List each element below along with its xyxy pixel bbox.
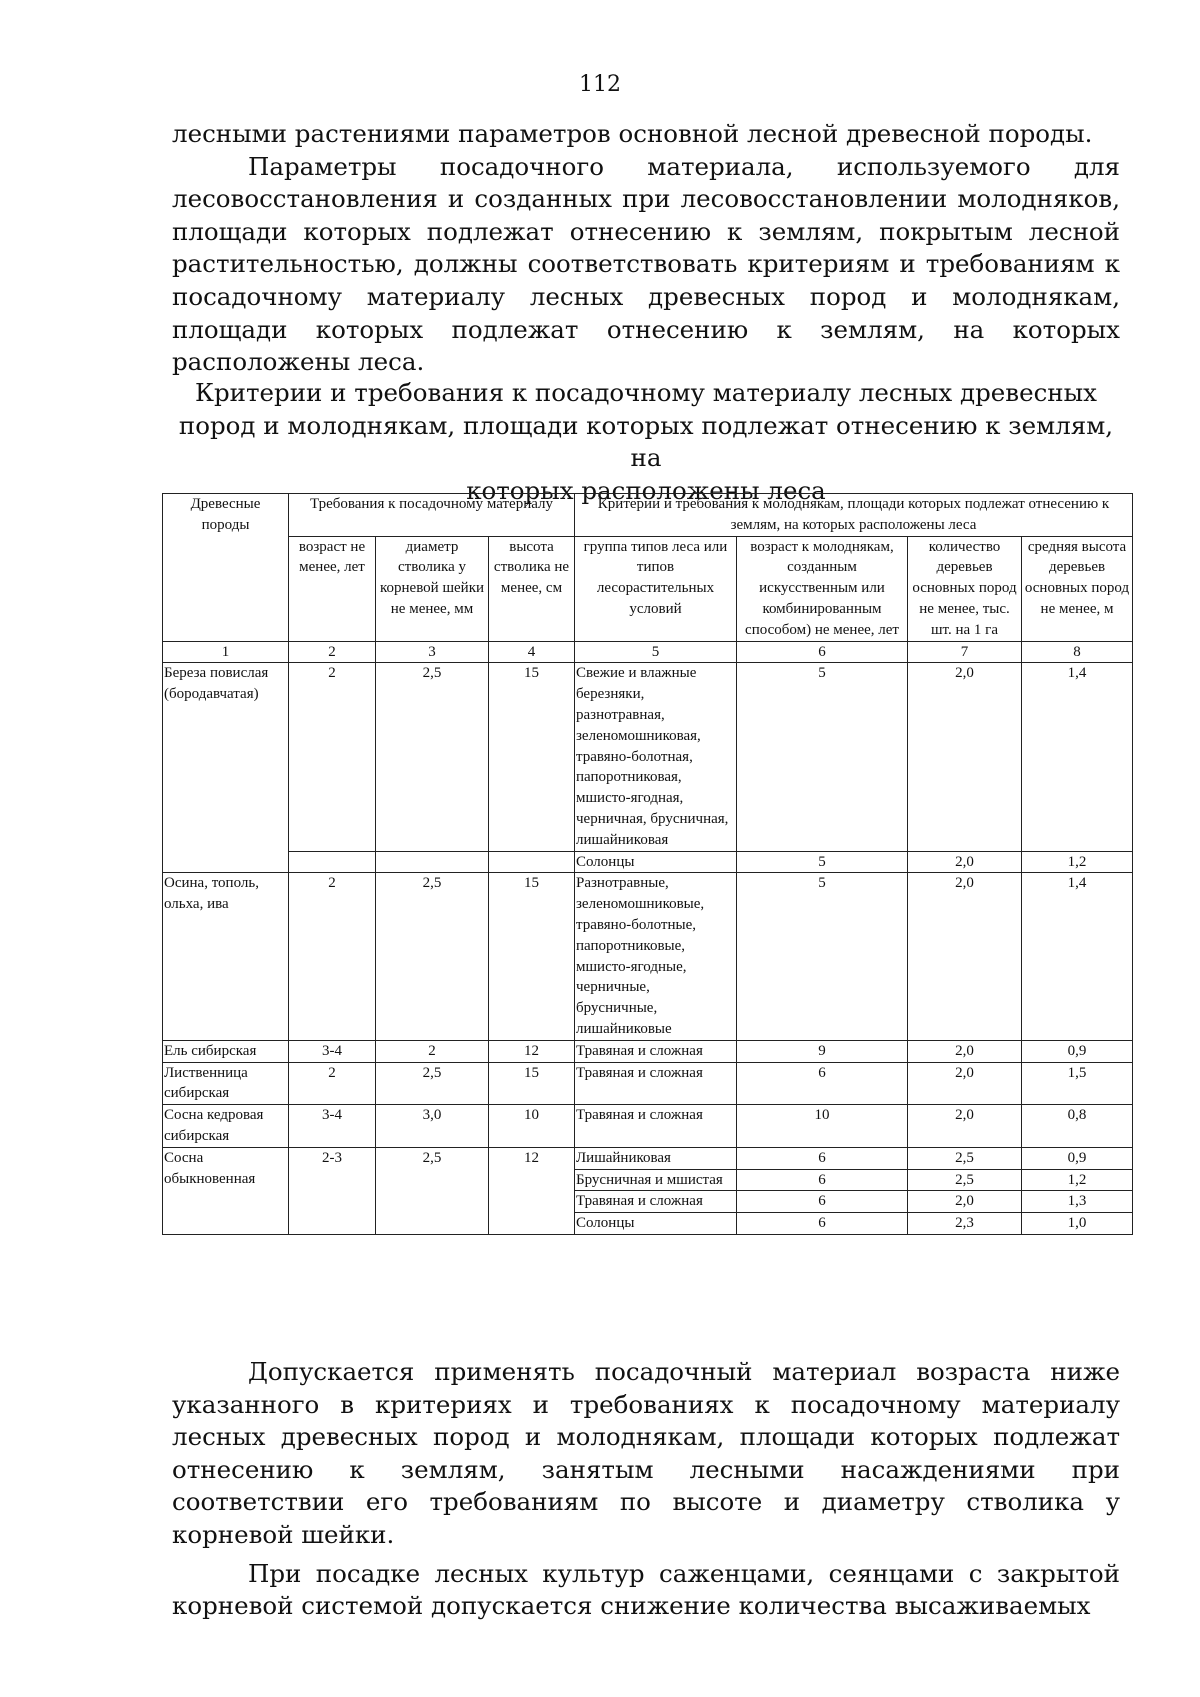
table-row	[163, 663, 1133, 851]
forest-type-cell: Травяная и сложная	[575, 1062, 737, 1105]
tree-count-cell: 2,0	[908, 1105, 1022, 1148]
table-title-line: которых расположены леса	[466, 475, 826, 505]
forest-type-cell: Травяная и сложная	[575, 1191, 737, 1213]
intro-text	[172, 118, 1120, 379]
forest-type-cell: Солонцы	[575, 1213, 737, 1235]
species-cell: Береза повислая (бородавчатая)	[163, 663, 289, 873]
diameter-cell: 2,5	[376, 663, 489, 851]
paragraph: Допускается применять посадочный материал возраста ниже указанного в критериях и требованиях к посадочному материалу лесных древесных пород и молоднякам, площади которых подлежат отнесению к землям, занятым лесными насаждениями при соответствии его требованиям по высоте и диаметру стволика у корневой шейки.	[172, 1357, 1120, 1549]
young-age-cell: 6	[737, 1062, 908, 1105]
column-number: 1	[163, 641, 289, 663]
paragraph: лесными растениями параметров основной лесной древесной породы.	[172, 119, 1093, 148]
young-age-cell: 5	[737, 663, 908, 851]
tree-count-cell: 2,0	[908, 873, 1022, 1040]
young-age-cell: 10	[737, 1105, 908, 1148]
height-cell: 12	[489, 1147, 575, 1234]
age-cell: 2	[289, 1062, 376, 1105]
avg-height-cell: 1,3	[1022, 1191, 1133, 1213]
avg-height-cell: 0,9	[1022, 1147, 1133, 1169]
diameter-cell: 2,5	[376, 1147, 489, 1234]
table-title-line: пород и молоднякам, площади которых подлежат отнесению к землям, на	[178, 410, 1114, 473]
column-number-row	[163, 641, 1133, 663]
age-cell	[289, 851, 376, 873]
table-row	[163, 1040, 1133, 1062]
column-number: 6	[737, 641, 908, 663]
column-number: 7	[908, 641, 1022, 663]
forest-type-cell: Травяная и сложная	[575, 1040, 737, 1062]
column-header: высота стволика не менее, см	[489, 536, 575, 641]
young-age-cell: 6	[737, 1191, 908, 1213]
tree-count-cell: 2,3	[908, 1213, 1022, 1235]
height-cell	[489, 851, 575, 873]
species-cell: Сосна обыкновенная	[163, 1147, 289, 1234]
criteria-table	[162, 493, 1133, 1235]
tree-count-cell: 2,0	[908, 1040, 1022, 1062]
forest-type-cell: Разнотравные, зеленомошниковые, травяно-болотные, папоротниковые, мшисто-ягодные, черничные, брусничные, лишайниковые	[575, 873, 737, 1040]
avg-height-cell: 0,8	[1022, 1105, 1133, 1148]
tree-count-cell: 2,0	[908, 663, 1022, 851]
height-cell: 10	[489, 1105, 575, 1148]
species-cell: Сосна кедровая сибирская	[163, 1105, 289, 1148]
forest-type-cell: Свежие и влажные березняки, разнотравная, зеленомошниковая, травяно-болотная, папоротниковая, мшисто-ягодная, черничная, брусничная, лишайниковая	[575, 663, 737, 851]
column-header: количество деревьев основных пород не менее, тыс. шт. на 1 га	[908, 536, 1022, 641]
forest-type-cell: Травяная и сложная	[575, 1105, 737, 1148]
young-age-cell: 5	[737, 851, 908, 873]
age-cell: 2-3	[289, 1147, 376, 1234]
avg-height-cell: 1,0	[1022, 1213, 1133, 1235]
avg-height-cell: 1,4	[1022, 663, 1133, 851]
young-age-cell: 6	[737, 1147, 908, 1169]
tree-count-cell: 2,0	[908, 851, 1022, 873]
diameter-cell: 3,0	[376, 1105, 489, 1148]
young-age-cell: 9	[737, 1040, 908, 1062]
age-cell: 2	[289, 873, 376, 1040]
height-cell: 15	[489, 663, 575, 851]
table-row	[163, 1062, 1133, 1105]
tree-count-cell: 2,5	[908, 1147, 1022, 1169]
age-cell: 2	[289, 663, 376, 851]
column-header-species: Древесные породы	[163, 494, 289, 642]
paragraph: Параметры посадочного материала, используемого для лесовосстановления и созданных при лесовосстановлении молодняков, площади которых подлежат отнесению к землям, покрытым лесной растительностью, должны соответствовать критериям и требованиям к посадочному материалу лесных древесных пород и молоднякам, площади которых подлежат отнесению к землям, на которых расположены леса.	[172, 151, 1120, 377]
column-header: группа типов леса или типов лесорастительных условий	[575, 536, 737, 641]
diameter-cell: 2,5	[376, 873, 489, 1040]
avg-height-cell: 1,5	[1022, 1062, 1133, 1105]
table-row	[163, 873, 1133, 1040]
diameter-cell	[376, 851, 489, 873]
column-header: возраст не менее, лет	[289, 536, 376, 641]
column-number: 4	[489, 641, 575, 663]
table-header-row	[163, 536, 1133, 641]
forest-type-cell: Брусничная и мшистая	[575, 1169, 737, 1191]
diameter-cell: 2,5	[376, 1062, 489, 1105]
column-number: 8	[1022, 641, 1133, 663]
forest-type-cell: Солонцы	[575, 851, 737, 873]
table-row	[163, 1105, 1133, 1148]
table-row	[163, 1147, 1133, 1169]
species-cell: Осина, тополь, ольха, ива	[163, 873, 289, 1040]
young-age-cell: 6	[737, 1213, 908, 1235]
young-age-cell: 5	[737, 873, 908, 1040]
avg-height-cell: 1,4	[1022, 873, 1133, 1040]
table-title-line: Критерии и требования к посадочному материалу лесных древесных	[195, 378, 1097, 407]
tree-count-cell: 2,0	[908, 1062, 1022, 1105]
height-cell: 12	[489, 1040, 575, 1062]
age-cell: 3-4	[289, 1105, 376, 1148]
paragraph: При посадке лесных культур саженцами, сеянцами с закрытой корневой системой допускается снижение количества высаживаемых	[172, 1558, 1120, 1621]
tree-count-cell: 2,0	[908, 1191, 1022, 1213]
avg-height-cell: 0,9	[1022, 1040, 1133, 1062]
closing-text	[172, 1356, 1120, 1623]
column-number: 3	[376, 641, 489, 663]
table-header-row	[163, 494, 1133, 537]
column-number: 2	[289, 641, 376, 663]
column-header: диаметр стволика у корневой шейки не менее, мм	[376, 536, 489, 641]
height-cell: 15	[489, 873, 575, 1040]
table-title	[172, 377, 1120, 507]
species-cell: Лиственница сибирская	[163, 1062, 289, 1105]
avg-height-cell: 1,2	[1022, 851, 1133, 873]
column-group-young: Критерии и требования к молоднякам, площади которых подлежат отнесению к землям, на которых расположены леса	[575, 494, 1133, 537]
young-age-cell: 6	[737, 1169, 908, 1191]
diameter-cell: 2	[376, 1040, 489, 1062]
tree-count-cell: 2,5	[908, 1169, 1022, 1191]
page-number: 112	[579, 72, 621, 97]
column-header: возраст к молоднякам, созданным искусственным или комбинированным способом) не менее, лет	[737, 536, 908, 641]
avg-height-cell: 1,2	[1022, 1169, 1133, 1191]
species-cell: Ель сибирская	[163, 1040, 289, 1062]
height-cell: 15	[489, 1062, 575, 1105]
forest-type-cell: Лишайниковая	[575, 1147, 737, 1169]
column-group-planting: Требования к посадочному материалу	[289, 494, 575, 537]
column-header: средняя высота деревьев основных пород не менее, м	[1022, 536, 1133, 641]
table-row	[163, 851, 1133, 873]
column-number: 5	[575, 641, 737, 663]
age-cell: 3-4	[289, 1040, 376, 1062]
